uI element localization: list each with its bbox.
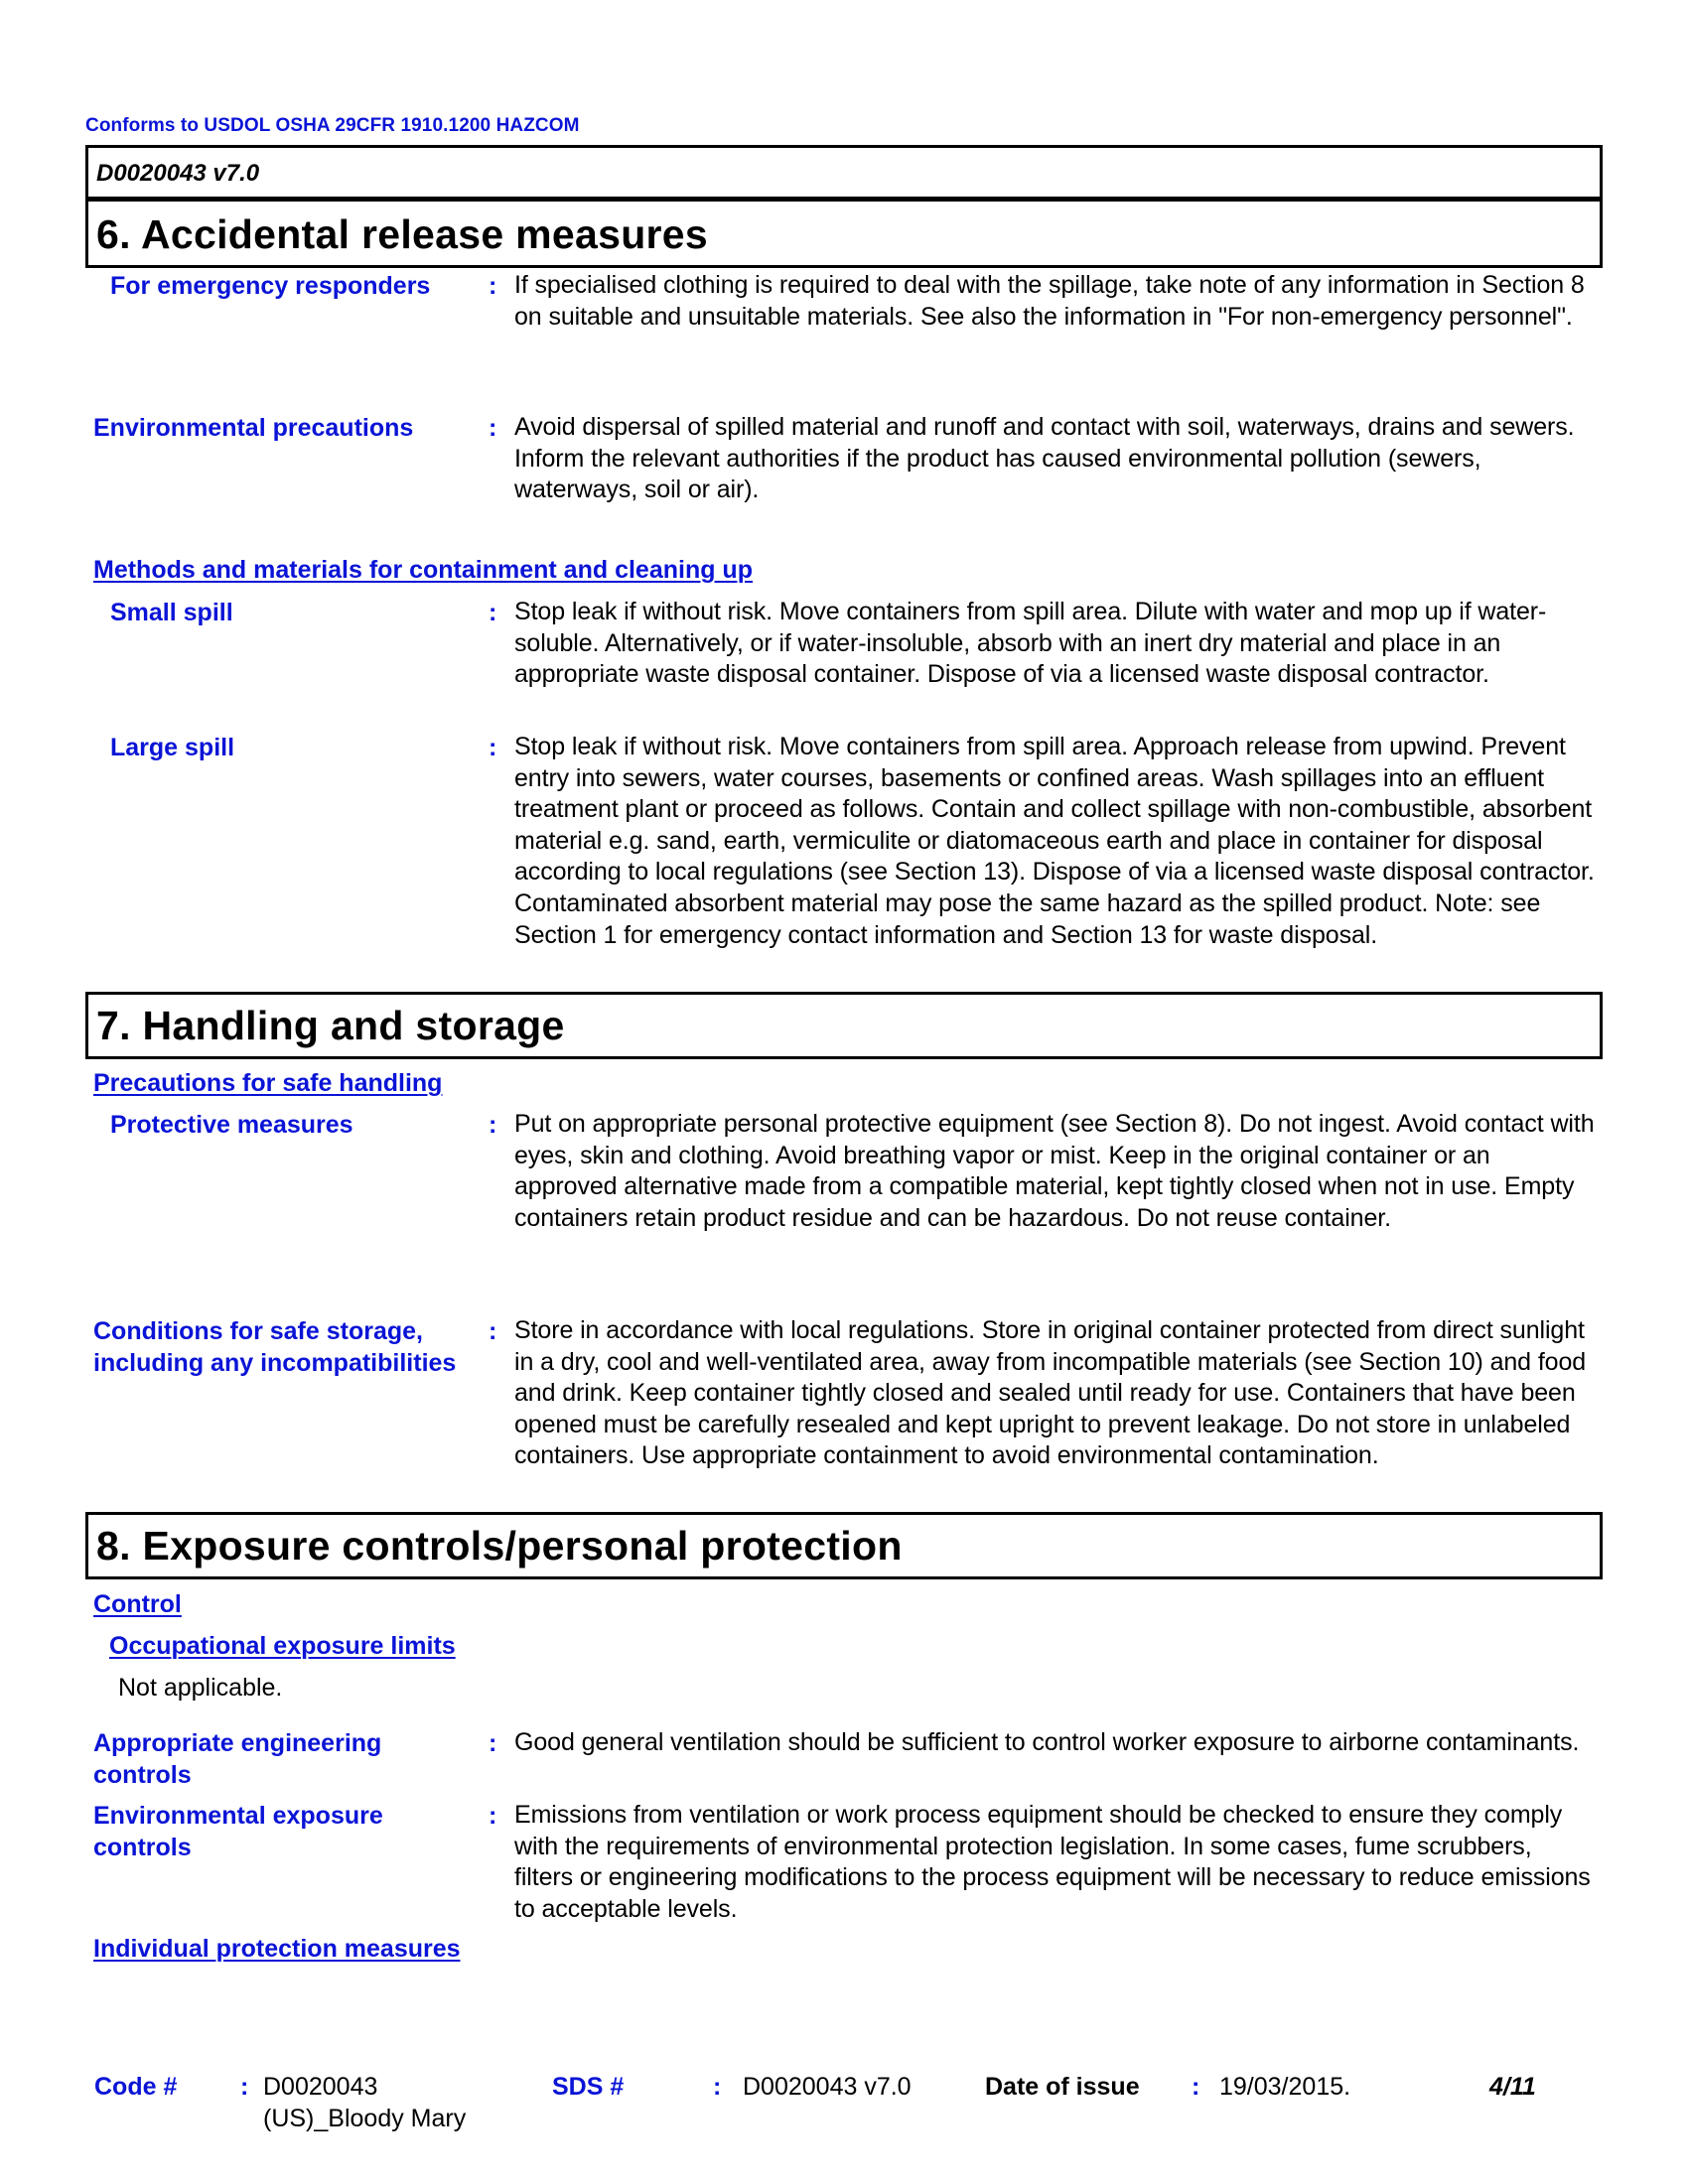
value-protective-measures: Put on appropriate personal protective equipment (see Section 8). Do not ingest. Avoid contact with eyes, skin and clothing. Avoid breathing vapor or mist. Keep in the original container or an approved alternative made from a compatible material, kept tightly closed when not in use. Empty containers retain product residue and can be hazardous. Do not reuse container. <box>514 1110 1595 1232</box>
value-emergency-responders: If specialised clothing is required to deal with the spillage, take note of any information in Section 8 on suitable and unsuitable materials. See also the information in "For non-emergency personnel". <box>514 271 1585 331</box>
heading-control[interactable]: Control <box>93 1590 182 1618</box>
footer-date-value: 19/03/2015. <box>1219 2073 1351 2101</box>
value-large-spill: Stop leak if without risk. Move containers from spill area. Approach release from upwind. Prevent entry into sewers, water courses, basements or confined areas. Wash spillages into an effluent treatment plant or proceed as follows. Contain and collect spillage with non-combustible, absorbent material e.g. sand, earth, vermiculite or diatomaceous earth and place in container for disposal according to local regulations (see Section 13). Dispose of via a licensed waste disposal contractor. Contaminated absorbent material may pose the same hazard as the spilled product. Note: see Section 1 for emergency contact information and Section 13 for waste disposal. <box>514 733 1595 949</box>
value-engineering-controls: Good general ventilation should be sufficient to control worker exposure to airborne contaminants. <box>514 1728 1580 1756</box>
section-8-title: 8. Exposure controls/personal protection <box>96 1523 903 1569</box>
label-protective-measures: Protective measures <box>110 1111 353 1139</box>
colon: : <box>1192 2073 1200 2101</box>
section-6-title: 6. Accidental release measures <box>96 211 709 257</box>
colon: : <box>489 1317 497 1345</box>
colon: : <box>489 414 497 442</box>
footer-sds-label: SDS # <box>552 2073 625 2101</box>
section-8-header-box <box>85 1512 1603 1579</box>
footer-code-label: Code # <box>94 2073 178 2101</box>
value-environmental-exposure-controls: Emissions from ventilation or work process equipment should be checked to ensure they comply with the requirements of environmental protection legislation. In some cases, fume scrubbers, filters or engineering modifications to the process equipment will be necessary to reduce emissions to acceptable levels. <box>514 1801 1591 1923</box>
colon: : <box>489 1802 497 1830</box>
colon: : <box>489 599 497 626</box>
value-small-spill: Stop leak if without risk. Move containers from spill area. Dilute with water and mop up if water-soluble. Alternatively, or if water-insoluble, absorb with an inert dry material and place in an appropriate waste disposal container. Dispose of via a licensed waste disposal contractor. <box>514 598 1547 689</box>
footer-code-value-line2: (US)_Bloody Mary <box>263 2105 467 2132</box>
heading-individual-protection-measures[interactable]: Individual protection measures <box>93 1935 461 1963</box>
colon: : <box>489 1729 497 1757</box>
footer-date-label: Date of issue <box>985 2073 1140 2101</box>
page-number: 4/11 <box>1489 2073 1536 2101</box>
conformance-note: Conforms to USDOL OSHA 29CFR 1910.1200 HAZCOM <box>85 115 580 136</box>
heading-precautions-safe-handling[interactable]: Precautions for safe handling <box>93 1069 443 1097</box>
colon: : <box>713 2073 722 2101</box>
section-7-header-box <box>85 992 1603 1059</box>
label-safe-storage: Conditions for safe storage, including any incompatibilities <box>93 1317 457 1377</box>
heading-occupational-exposure-limits[interactable]: Occupational exposure limits <box>109 1632 456 1660</box>
label-environmental-precautions: Environmental precautions <box>93 414 414 442</box>
colon: : <box>489 734 497 761</box>
section-7-title: 7. Handling and storage <box>96 1003 565 1048</box>
footer-code-value-line1: D0020043 <box>263 2073 378 2101</box>
document-id: D0020043 v7.0 <box>96 160 260 187</box>
label-emergency-responders: For emergency responders <box>110 272 431 300</box>
label-environmental-exposure-controls: Environmental exposure controls <box>93 1802 383 1861</box>
footer-sds-value: D0020043 v7.0 <box>743 2073 912 2101</box>
header-divider <box>88 197 1600 202</box>
label-engineering-controls: Appropriate engineering controls <box>93 1729 382 1789</box>
oel-value: Not applicable. <box>118 1674 283 1702</box>
label-small-spill: Small spill <box>110 599 233 626</box>
section-6-header-box <box>85 145 1603 268</box>
heading-methods-containment[interactable]: Methods and materials for containment and cleaning up <box>93 556 753 584</box>
colon: : <box>489 1111 497 1139</box>
colon: : <box>240 2073 249 2101</box>
colon: : <box>489 272 497 300</box>
value-environmental-precautions: Avoid dispersal of spilled material and runoff and contact with soil, waterways, drains and sewers. Inform the relevant authorities if the product has caused environmental pollution (sewers, waterways, soil or air). <box>514 413 1575 504</box>
value-safe-storage: Store in accordance with local regulations. Store in original container protected from direct sunlight in a dry, cool and well-ventilated area, away from incompatible materials (see Section 10) and food and drink. Keep container tightly closed and sealed until ready for use. Containers that have been opened must be carefully resealed and kept upright to prevent leakage. Do not store in unlabeled containers. Use appropriate containment to avoid environmental contamination. <box>514 1316 1587 1470</box>
label-large-spill: Large spill <box>110 734 235 761</box>
